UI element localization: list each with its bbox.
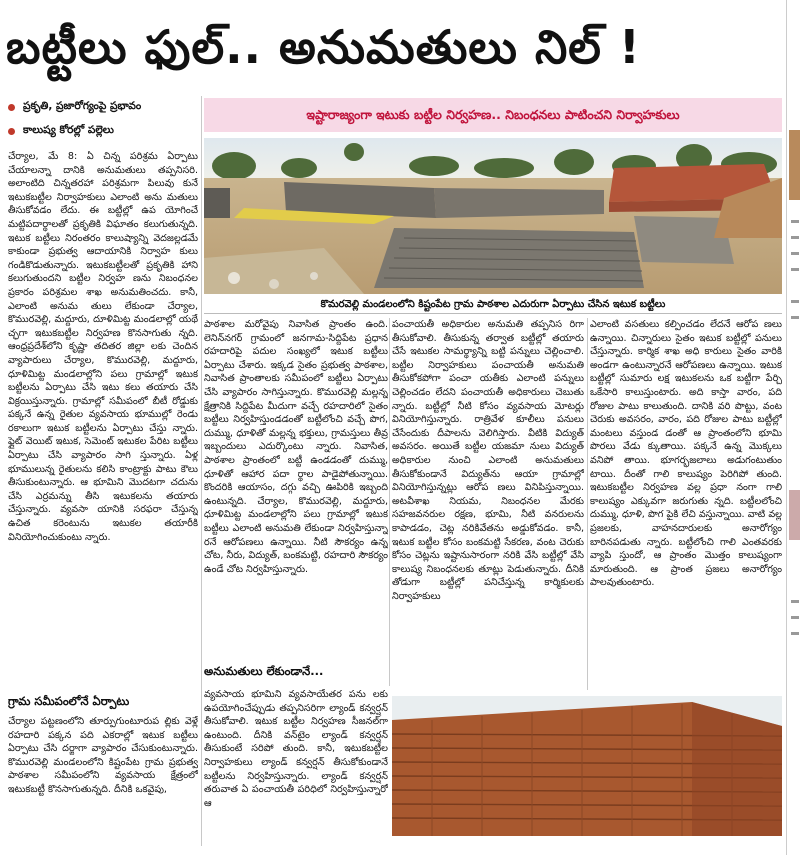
adjacent-text-line [791, 300, 799, 303]
photo-caption: కొమరవెల్లి మండలంలోని కిష్టంపేట గ్రామ పాఠశాల ఎదురుగా ఏర్పాటు చేసిన ఇటుక బట్టీలు [204, 296, 782, 314]
bullet-item [8, 100, 198, 115]
article-paragraph: చేర్యాల, మే 8: ఏ చిన్న పరిశ్రమ ఏర్పాటు చేయాలన్నా దానికి అనుమతులు తప్పనిసరి. అలాంటిది చిన్నతరహా పరిశ్రమగా పిలువు కునే ఇటుకబట్టీల నిర్వాహకులు ఎలాంటి అను మతులు తీసుకోవడం లేదు. ఈ బట్టీల్లో ఉప యోగించే మట్టిపదార్థాలతో ప్రకృతికి విఘాతం కలుగుతున్నది. ఇటుక బట్టీలు నిరంతరం కాలుష్యాన్ని వెదజల్లడమే కాకుండా ప్రభుత్వ ఆదాయానికి నిర్వాహ కులు గండికొడుతున్నారు. ఇటుకబట్టీలతో ప్రకృతికి హాని కలుగుతుందని బట్టీల నిర్వహ ణను నిబంధనల ప్రకారం పరిశ్రమల శాఖ అనుమతించదు. కానీ, ఎలాంటి అనుమ తులు లేకుండా చేర్యాల, కొమురవెల్లి, మద్దూరు, దూళిమిట్ట మండలాల్లో యథే చ్ఛగా ఇటుకబట్టీల నిర్వహణ కొనసాగుతు న్నది. ఆంధ్రప్రదేశ్‌లోని కృష్ణా తదితర జిల్లా లకు చెందిన వ్యాపారులు చేర్యాల, కొమురవెల్లి, మద్దూరు, ధూళిమిట్ట మండలాల్లోని పలు గ్రామాల్లో ఇటుక బట్టీలను ఏర్పాటు చేసి ఇటు కలు తయారు చేసి విక్రయిస్తున్నారు. గ్రామాల్లో సమీపంలో బీటీ రోడ్డుకు పక్కనే ఉన్న రైతుల వ్యవసాయ భూముల్లో రెండు రకాలుగా ఇటుక బట్టీలను ఏర్పాటు చేస్తు న్నారు. ఫ్లైట్ వెయిట్ ఇటుక, సెమెంట్ ఇటుకల పేరిట బట్టీలు ఏర్పాటు చేసి వ్యాపారం సాగి స్తున్నారు. ఏళ్ల భూములున్న రైతులను కలిసి కాంట్రాక్టు పాటు కౌలు తీసుకుంటున్నారు. ఆ భూమిని మొదటగా చదును చేసి ఎర్రమన్ను తీసి ఇటుకలను తయారు చేస్తున్నారు. వ్యవసా యానికి సరఫరా చేస్తున్న ఉచిత కరెంటును ఇటుకల తయారీకి వినియోగించుకుంటు న్నారు. [8, 151, 198, 543]
bullet-dot-icon [8, 104, 15, 111]
adjacent-text-line [791, 252, 799, 255]
adjacent-photo-thumb [789, 490, 800, 540]
brick-stack-photo [392, 696, 782, 836]
brick-kiln-photo [204, 138, 782, 294]
article-paragraph: ఎలాంటి వసతులు కల్పించడం లేదనే ఆరోప ణలు ఉన్నాయి. చిన్నారులు సైతం ఇటుక బట్టీల్లో పనులు చేస్తున్నారు. కార్మిక శాఖ అధి కారులు సైతం వారికి అండగా ఉంటున్నారనే ఆరోపణలు ఉన్నాయి. ఇటుక బట్టీల్లో సుమారు లక్ష ఇటుకలను ఒక బట్టీగా పేర్చి ఒకేసారి కాలుస్తుంటారు. అది కాస్తా వారం, పది రోజుల పాటు కాలుతుంది. దానికి వరి పొట్టు, వంట చెరుకు అవసరం, వారం, పది రోజుల పాటు బట్టీల్లో మంటలు వస్తుండ డంతో ఆ ప్రాంతంలోని భూమి పొరలు వేడు క్కుతాయి. పక్కనే ఉన్న మొక్కలు వనిపో తాయి. భూగర్భజలాలు అడుగంటుతుం టాయి. దీంతో గాలి కాలుష్యం పెరిగిపో తుంది. ఇటుకబట్టీల నిర్వహణ వల్ల ప్రధా నంగా గాలి కాలుష్యం ఎక్కువగా జరుగుతు న్నది. బట్టీలలోంచి దుమ్ము, ధూళి, పొగ పైకి లేచి వస్తున్నాయి. వాటి వల్ల ప్రజలకు, వాహనదారులకు అనారోగ్యం బారినపడుతు న్నారు. బట్టీలోంచి గాలి ఎంతవరకు వ్యాపి స్తుందో, ఆ ప్రాంతం మొత్తం కాలుష్యంగా మారుతుంది. ఆ ప్రాంత ప్రజలు అనారోగ్యం పాలవుతుంటారు. [590, 319, 782, 589]
headline: బట్టీలు ఫుల్.. అనుమతులు నిల్ ! [6, 20, 641, 74]
adjacent-text-line [791, 268, 799, 271]
column-divider [201, 96, 202, 846]
brick-stack-photo-image [392, 696, 782, 836]
bullet-dot-icon [8, 128, 15, 135]
adjacent-photo-thumb [789, 130, 800, 200]
article-column-2 [204, 318, 388, 656]
article-paragraph: పాఠశాల మరోవైపు నివాసిత ప్రాంతం ఉంది. లెనిన్‌నగర్ గ్రామంలో జనగామ-సిద్దిపేట ప్రధాన రహదారిపై పదుల సంఖ్యలో ఇటుక బట్టీలు ఏర్పాటు చేశారు. ఇక్కడ సైతం ప్రభుత్వ పాఠశాల, నివాసిత ప్రాంతాలకు సమీపంలో బట్టీలు ఏర్పాటు చేసి వ్యాపారం సాగిస్తున్నారు. కొమురవెల్లి మల్లన్న క్షేత్రానికి సిద్దిపేట మీదుగా వచ్చే రహదారిలో సైతం బట్టీలు నిర్వహిస్తుండడంతో బట్టీలోంచి వచ్చే పొగ, దుమ్ము, ధూళితో మల్లన్న భక్తులు, గ్రామస్తులు తీవ్ర ఇబ్బందులు ఎదుర్కొంటు న్నారు. నివాసిత, పాఠశాల ప్రాంతంలో బట్టీ ఉండడంతో దుమ్ము, ధూళితో ఆహార పదా ర్థాల పాడైపోతున్నాయి. కొందరికి ఆయాసం, దగ్గు వచ్చి ఊపిరికి ఇబ్బంది ఉంటున్నది. చేర్యాల, కొమురవెల్లి, మద్దూరు, ధూళిమిట్ట మండలాల్లోని పలు గ్రామాల్లో ఇటుక బట్టీలు ఎలాంటి అనుమతి లేకుండా నిర్వహిస్తున్నా రనే ఆరోపణలు ఉన్నాయి. నీటి సౌకర్యం ఉన్న చోట, నీరు, విద్యుత్, బంకమట్టి, రహదారి సౌకర్యం ఉండే చోట నిర్వహిస్తున్నారు. [204, 319, 388, 575]
adjacent-text-line [791, 600, 799, 603]
article-column-4 [590, 318, 782, 690]
bullet-text: ప్రకృతి, ప్రజారోగ్యంపై ప్రభావం [23, 100, 142, 112]
adjacent-text-line [791, 236, 799, 239]
article-column-1 [8, 150, 198, 672]
column-divider [389, 318, 390, 686]
article-column-2-continued [204, 688, 388, 838]
adjacent-text-line [791, 632, 799, 635]
article-column-3 [392, 318, 584, 690]
section-heading-permissions: అనుమతులు లేకుండానే... [204, 664, 324, 678]
adjacent-text-line [791, 616, 799, 619]
adjacent-text-line [791, 220, 799, 223]
brick-kiln-photo-image [204, 138, 782, 294]
article-paragraph: వ్యవసాయ భూమిని వ్యవసాయేతర పను లకు ఉపయోగించేప్పుడు తప్పనిసరిగా ల్యాండ్ కన్వర్షన్ తీసుకోవాలి. ఇటుక బట్టీల నిర్వహణ సీజనల్‌గా ఉంటుంది. దీనికి వన్‌టైం ల్యాండ్ కన్వర్షన్ తీసుకుంటే సరిపో తుంది. కానీ, ఇటుకబట్టీల నిర్వాహకులు ల్యాండ్ కన్వర్షన్ తీసుకోకుండానే బట్టీలను నిర్వహిస్తున్నారు. ల్యాండ్ కన్వర్షన్ తరువాత ఏ పంచాయతీ పరిధిలో నిర్వహిస్తున్నారో ఆ [204, 689, 388, 809]
article-paragraph: చేర్యాల పట్టణంలోని తూర్పుగుంటూరుప ల్లికు వెళ్లే రహదారి పక్కన పది ఎకరాల్లో ఇటుక బట్టీలు ఏర్పాటు చేసి దర్జాగా వ్యాపారం చేసుకుంటున్నారు. కొమురవెల్లి మండలంలోని కిష్టంపేట గ్రామ ప్రభుత్వ పాఠశాల సమీపంలోని వ్యవసాయ క్షేత్రంలో ఇటుకబట్టీ కొనసాగుతున్నది. దీనికి ఒకవైపు, [8, 716, 198, 795]
adjacent-text-line [791, 316, 799, 319]
article-paragraph: పంచాయతీ అధికారుల అనుమతి తప్పనిస రిగా తీసుకోవాలి. తీసుకున్న తర్వాత బట్టీల్లో తయారు చేసే ఇటుకల సామర్థ్యాన్ని బట్టి పన్నులు చెల్లించాలి. బట్టీల నిర్వాహకులు పంచాయతీ అనుమతి తీసుకోకపోగా పంచా యతీకు ఎలాంటి పన్నులు చెల్లించడం లేదని పంచాయతీ అధికారులు చెబుతు న్నారు. బట్టీల్లో నీటి కోసం వ్యవసాయ మోటర్లు వినియోగిస్తున్నారు. రాత్రివేళ కూలీలు పనులు చేసేందుకు దీపాలను వెలిగిస్తారు. వీటికి విద్యుత్ అవసరం. అయితే బట్టీల యజమా నులు విద్యుత్ అధికారుల నుంచి ఎలాంటి అనుమతులు తీసుకోకుండానే విద్యుత్‌ను ఆయా గ్రామాల్లో వినియోగిస్తున్నట్లు ఆరోప ణలు వినిపిస్తున్నాయి. అటవీశాఖ నియమ, నిబంధనల మేరకు సహజవనరుల రక్షణ, భూమి, నీటి వనరులను కాపాడడం, చెట్ల నరికివేతను అడ్డుకోవడం. కానీ, ఇటుక బట్టీల కోసం బంకమట్టి సేకరణ, వంట చెరుకు కోసం చెట్లను ఇష్టానుసారంగా నరికి వేసి బట్టీల్లో వేసి కాలుష్య నిబంధనలకు తూట్లు పెడుతున్నారు. దీనికి తోడుగా బట్టీల్లో పనిచేస్తున్న కార్మికులకు నిర్వాహకులు [392, 319, 584, 602]
subheadline-banner: ఇష్టారాజ్యంగా ఇటుకు బట్టీల నిర్వహణ.. నిబంధనలు పాటించని నిర్వాహకులు [204, 98, 782, 132]
article-column-1-continued [8, 715, 198, 845]
section-heading-village: గ్రామ సమీపంలోనే ఏర్పాటు [8, 694, 130, 708]
column-divider [587, 318, 588, 690]
adjacent-article-strip [786, 0, 800, 855]
bullet-item [8, 124, 198, 139]
bullet-list [8, 100, 198, 148]
bullet-text: కాలుష్య కోరల్లో పల్లెలు [23, 124, 114, 136]
